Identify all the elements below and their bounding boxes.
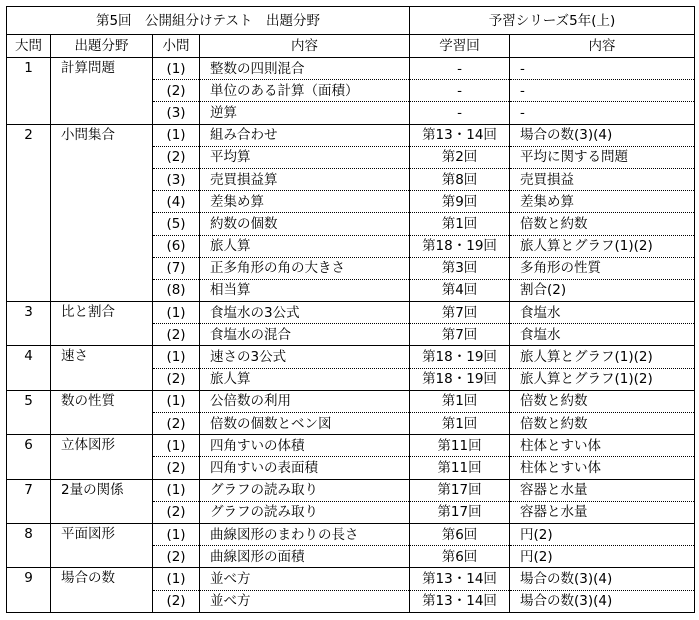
header-content: 内容 [200,35,410,58]
lesson-number: 第6回 [410,546,510,568]
daimon-number [7,235,51,257]
series-content: 容器と水量 [510,479,695,501]
table-row [7,346,695,368]
question-content: 差集め算 [200,191,410,213]
daimon-number [7,279,51,301]
daimon-number [7,501,51,523]
table-row [7,279,695,301]
question-content: 逆算 [200,102,410,124]
field-name [51,590,153,612]
series-content: - [510,58,695,80]
shomon-number: (1) [153,390,200,412]
table-row [7,168,695,190]
shomon-number: (1) [153,568,200,590]
shomon-number: (8) [153,279,200,301]
header-daimon: 大問 [7,35,51,58]
table-row [7,435,695,457]
field-name [51,368,153,390]
series-content: 容器と水量 [510,501,695,523]
daimon-number [7,80,51,102]
question-content: 売買損益算 [200,168,410,190]
table-row [7,523,695,545]
daimon-number [7,213,51,235]
question-content: 四角すいの体積 [200,435,410,457]
lesson-number: 第8回 [410,168,510,190]
question-content: 整数の四則混合 [200,58,410,80]
shomon-number: (2) [153,368,200,390]
question-content: 旅人算 [200,235,410,257]
field-name [51,546,153,568]
test-title: 第5回 公開組分けテスト 出題分野 [7,7,410,35]
daimon-number: 4 [7,346,51,368]
series-content: 平均に関する問題 [510,146,695,168]
daimon-number: 5 [7,390,51,412]
field-name [51,501,153,523]
lesson-number: 第4回 [410,279,510,301]
daimon-number [7,324,51,346]
lesson-number: 第1回 [410,413,510,435]
question-content: 正多角形の角の大きさ [200,257,410,279]
table-row [7,590,695,612]
series-content: 柱体とすい体 [510,435,695,457]
question-content: 並べ方 [200,568,410,590]
table-row [7,546,695,568]
daimon-number: 7 [7,479,51,501]
question-content: 四角すいの表面積 [200,457,410,479]
field-name: 場合の数 [51,568,153,590]
table-row [7,413,695,435]
daimon-number: 3 [7,302,51,324]
question-content: グラフの読み取り [200,501,410,523]
daimon-number [7,413,51,435]
question-content: 曲線図形のまわりの長さ [200,523,410,545]
field-name: 計算問題 [51,58,153,80]
table-row [7,324,695,346]
header-field: 出題分野 [51,35,153,58]
series-content: 円(2) [510,523,695,545]
lesson-number: - [410,102,510,124]
field-name: 2量の関係 [51,479,153,501]
table-row [7,501,695,523]
daimon-number: 9 [7,568,51,590]
lesson-number: 第11回 [410,435,510,457]
daimon-number [7,457,51,479]
table-row [7,102,695,124]
question-content: 公倍数の利用 [200,390,410,412]
shomon-number: (3) [153,102,200,124]
daimon-number: 1 [7,58,51,80]
table-row [7,568,695,590]
test-fields-table [6,6,695,613]
lesson-number: 第2回 [410,146,510,168]
table-row [7,302,695,324]
field-name [51,80,153,102]
table-row [7,124,695,146]
field-name: 数の性質 [51,390,153,412]
daimon-number [7,168,51,190]
shomon-number: (2) [153,413,200,435]
question-content: 曲線図形の面積 [200,546,410,568]
lesson-number: 第3回 [410,257,510,279]
daimon-number [7,146,51,168]
question-content: 食塩水の3公式 [200,302,410,324]
series-content: 割合(2) [510,279,695,301]
shomon-number: (7) [153,257,200,279]
shomon-number: (2) [153,80,200,102]
lesson-number: - [410,80,510,102]
field-name [51,191,153,213]
daimon-number [7,102,51,124]
question-content: 単位のある計算（面積） [200,80,410,102]
series-content: 場合の数(3)(4) [510,590,695,612]
lesson-number: 第17回 [410,501,510,523]
series-content: 柱体とすい体 [510,457,695,479]
field-name [51,235,153,257]
question-content: 旅人算 [200,368,410,390]
table-row [7,235,695,257]
table-row [7,80,695,102]
series-content: - [510,80,695,102]
daimon-number [7,368,51,390]
lesson-number: 第13・14回 [410,124,510,146]
series-title: 予習シリーズ5年(上) [410,7,695,35]
lesson-number: 第1回 [410,213,510,235]
series-content: 食塩水 [510,302,695,324]
table-row [7,479,695,501]
lesson-number: 第1回 [410,390,510,412]
series-content: 場合の数(3)(4) [510,568,695,590]
lesson-number: 第13・14回 [410,568,510,590]
table-row [7,257,695,279]
series-content: 売買損益 [510,168,695,190]
question-content: 約数の個数 [200,213,410,235]
header-shomon: 小問 [153,35,200,58]
shomon-number: (2) [153,457,200,479]
table-row [7,58,695,80]
lesson-number: - [410,58,510,80]
shomon-number: (2) [153,146,200,168]
table-row [7,146,695,168]
question-content: グラフの読み取り [200,479,410,501]
series-content: 多角形の性質 [510,257,695,279]
field-name [51,168,153,190]
shomon-number: (1) [153,58,200,80]
lesson-number: 第18・19回 [410,346,510,368]
lesson-number: 第6回 [410,523,510,545]
question-content: 並べ方 [200,590,410,612]
daimon-number: 2 [7,124,51,146]
series-content: - [510,102,695,124]
field-name [51,279,153,301]
lesson-number: 第7回 [410,324,510,346]
series-content: 場合の数(3)(4) [510,124,695,146]
shomon-number: (1) [153,435,200,457]
table-row [7,191,695,213]
field-name: 比と割合 [51,302,153,324]
daimon-number [7,546,51,568]
shomon-number: (2) [153,546,200,568]
series-content: 倍数と約数 [510,413,695,435]
shomon-number: (1) [153,479,200,501]
shomon-number: (1) [153,523,200,545]
lesson-number: 第7回 [410,302,510,324]
table-row [7,368,695,390]
shomon-number: (2) [153,324,200,346]
table-row [7,213,695,235]
question-content: 速さの3公式 [200,346,410,368]
field-name: 平面図形 [51,523,153,545]
shomon-number: (5) [153,213,200,235]
shomon-number: (1) [153,346,200,368]
lesson-number: 第18・19回 [410,235,510,257]
daimon-number [7,257,51,279]
series-content: 倍数と約数 [510,213,695,235]
field-name [51,213,153,235]
shomon-number: (6) [153,235,200,257]
series-content: 食塩水 [510,324,695,346]
field-name [51,457,153,479]
field-name [51,146,153,168]
series-content: 旅人算とグラフ(1)(2) [510,346,695,368]
shomon-number: (3) [153,168,200,190]
shomon-number: (2) [153,590,200,612]
field-name [51,324,153,346]
shomon-number: (2) [153,501,200,523]
field-name: 小問集合 [51,124,153,146]
question-content: 相当算 [200,279,410,301]
question-content: 組み合わせ [200,124,410,146]
field-name: 立体図形 [51,435,153,457]
series-content: 差集め算 [510,191,695,213]
header-lesson: 学習回 [410,35,510,58]
table-row [7,390,695,412]
field-name [51,257,153,279]
series-content: 旅人算とグラフ(1)(2) [510,235,695,257]
series-content: 旅人算とグラフ(1)(2) [510,368,695,390]
lesson-number: 第9回 [410,191,510,213]
daimon-number [7,191,51,213]
lesson-number: 第13・14回 [410,590,510,612]
field-name [51,413,153,435]
series-content: 円(2) [510,546,695,568]
question-content: 倍数の個数とベン図 [200,413,410,435]
question-content: 平均算 [200,146,410,168]
daimon-number [7,590,51,612]
shomon-number: (4) [153,191,200,213]
question-content: 食塩水の混合 [200,324,410,346]
header-series-content: 内容 [510,35,695,58]
series-content: 倍数と約数 [510,390,695,412]
daimon-number: 6 [7,435,51,457]
field-name [51,102,153,124]
lesson-number: 第11回 [410,457,510,479]
shomon-number: (1) [153,124,200,146]
lesson-number: 第18・19回 [410,368,510,390]
table-body [7,58,695,613]
field-name: 速さ [51,346,153,368]
shomon-number: (1) [153,302,200,324]
table-row [7,457,695,479]
daimon-number: 8 [7,523,51,545]
lesson-number: 第17回 [410,479,510,501]
